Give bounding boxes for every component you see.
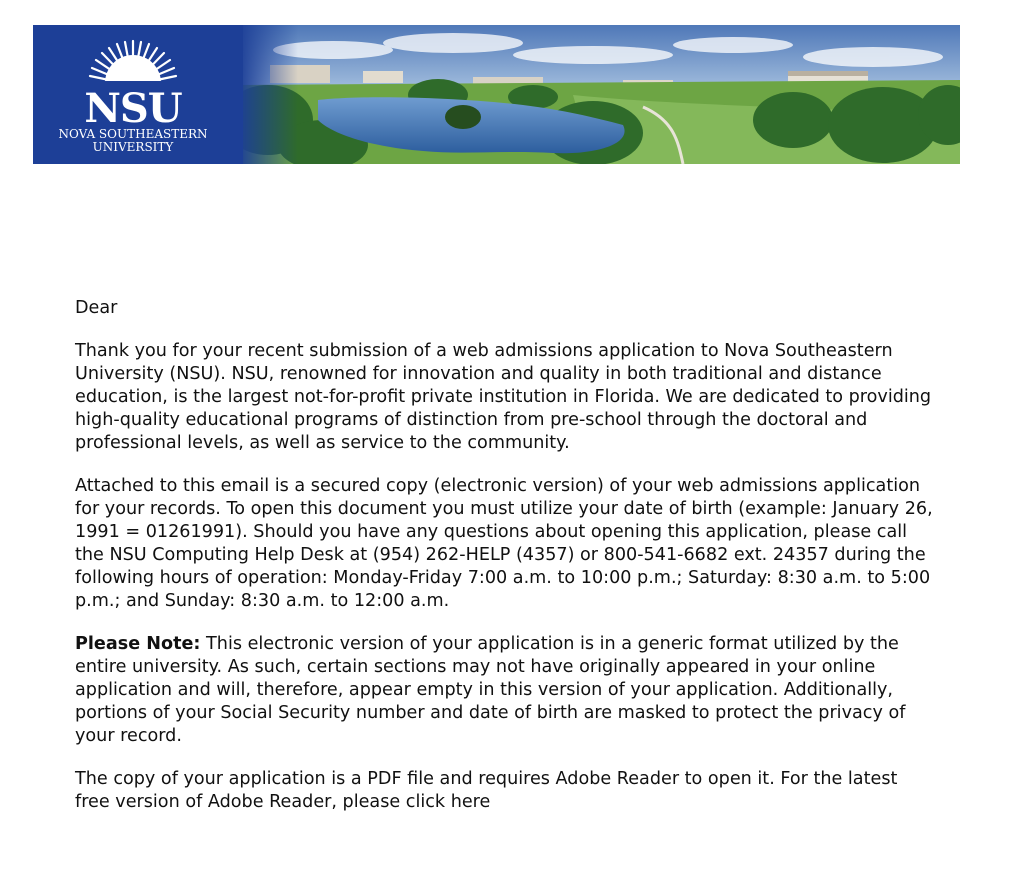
intro-paragraph: Thank you for your recent submission of a web admissions application to Nova Southeastern University (NSU). NSU, renowned for innovation and quality in both traditional and distance education, is the largest not-for-profit private institution in Florida. We are dedicated to providing high-quality educational programs of distinction from pre-school through the doctoral and professional levels, as well as service to the community. xyxy=(75,341,932,453)
pdf-paragraph: The copy of your application is a PDF file and requires Adobe Reader to open it. For the latest free version of Adobe Reader, please click here xyxy=(75,769,898,812)
attachment-paragraph: Attached to this email is a secured copy (electronic version) of your web admissions application for your records. To open this document you must utilize your date of birth (example: January 26, 1991 = 01261991). Should you have any questions about opening this application, please call the NSU Computing Help Desk at (954) 262-HELP (4357) or 800-541-6682 ext. 24357 during the following hours of operation: Monday-Friday 7:00 a.m. to 10:00 p.m.; Saturday: 8:30 a.m. to 5:00 p.m.; and Sunday: 8:30 a.m. to 12:00 a.m. xyxy=(75,476,933,611)
logo-text: NSU xyxy=(84,85,182,132)
email-body xyxy=(75,297,935,834)
header-banner xyxy=(33,25,960,164)
note-paragraph xyxy=(75,633,935,748)
logo-line1: NOVA SOUTHEASTERN xyxy=(58,127,208,141)
greeting: Dear xyxy=(75,298,118,318)
note-label: Please Note: xyxy=(75,634,201,654)
note-text: This electronic version of your application is in a generic format utilized by the entire university. As such, certain sections may not have originally appeared in your online application and will, therefore, appear empty in this version of your application. Additionally, portions of your Social Security number and date of birth are masked to protect the privacy of your record. xyxy=(75,634,906,746)
logo-line2: UNIVERSITY xyxy=(92,140,174,154)
